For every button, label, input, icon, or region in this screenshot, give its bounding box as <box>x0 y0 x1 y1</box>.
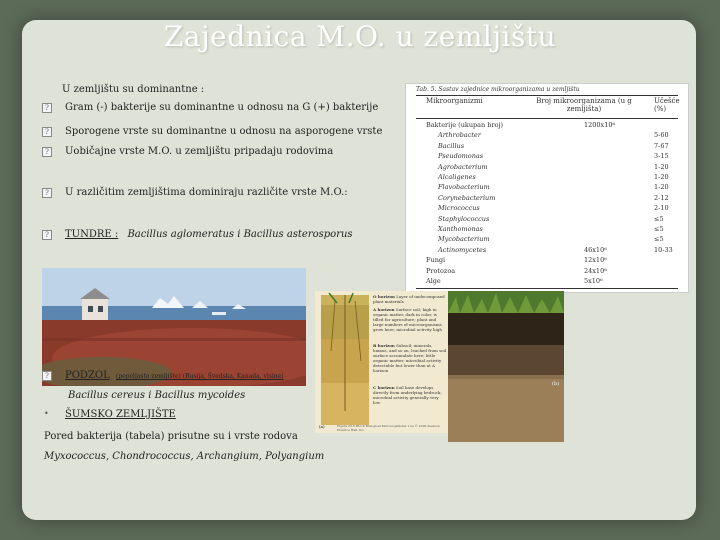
table-cell-count: 24x10⁶ <box>584 266 607 275</box>
bullet-different-soils: U različitim zemljištima dominiraju različite vrste M.O.: <box>65 187 348 198</box>
table-row <box>406 131 688 139</box>
table-row <box>406 277 688 285</box>
table-cell-pct: 2-12 <box>654 193 669 202</box>
soil-layer-c-label: C horizon <box>373 385 395 390</box>
table-row <box>406 194 688 202</box>
table-row <box>406 235 688 243</box>
table-cell-name: Fungi <box>426 256 446 265</box>
podzol-note: (pepeljasto zemljište) (Rusija, Švedska, Kanada, visine) <box>115 373 284 380</box>
table-row <box>406 215 688 223</box>
podzol-line <box>65 370 284 381</box>
bullet-checkbox-icon: ? <box>42 147 52 157</box>
besides-bacteria-text: Pored bakterija (tabela) prisutne su i vrste rodova <box>44 431 298 442</box>
table-header-microorganisms: Mikroorganizmi <box>426 97 483 105</box>
table-cell-name: Staphylococcus <box>438 214 490 223</box>
soil-horizons-figure <box>315 291 449 433</box>
table-cell-pct: ≤5 <box>654 214 664 223</box>
slide-title: Zajednica M.O. u zemljištu <box>163 20 557 53</box>
table-cell-pct: 1-20 <box>654 162 669 171</box>
table-row <box>406 173 688 181</box>
table-cell-name: Micrococcus <box>438 204 480 213</box>
microorganism-table <box>405 83 689 293</box>
table-row <box>406 267 688 275</box>
table-cell-name: Xanthomonas <box>438 225 483 233</box>
table-cell-name: Arthrobacter <box>438 131 481 140</box>
table-cell-pct: 10-33 <box>654 245 673 254</box>
table-cell-name: Mycobacterium <box>438 235 490 244</box>
table-row <box>406 152 688 160</box>
table-cell-pct: 1-20 <box>654 173 669 181</box>
table-cell-count: 12x10⁶ <box>584 256 607 265</box>
soil-layer-a-text: Surface soil; high in organic matter, dark in color, is tilled for agriculture; plant and large numbers of microorganisms grow here; microbial activity high <box>373 307 443 332</box>
bullet-checkbox-icon: ? <box>42 127 52 137</box>
bullet-common-genera: Uobičajne vrste M.O. u zemljištu pripadaju rodovima <box>65 146 334 157</box>
podzol-label: PODZOL <box>65 370 110 381</box>
table-cell-name: Alcaligenes <box>438 173 476 181</box>
bullet-checkbox-icon: ? <box>42 371 52 381</box>
table-cell-count: 1200x10⁶ <box>584 121 616 129</box>
table-row <box>406 142 688 150</box>
table-rule-bottom <box>416 288 678 289</box>
table-cell-name: Corynebacterium <box>438 193 496 202</box>
table-cell-name: Protozoa <box>426 266 456 275</box>
table-cell-pct: ≤5 <box>654 235 664 244</box>
intro-text: U zemljištu su dominantne : <box>62 84 205 95</box>
soil-layer-b-text: Subsoil; minerals, humus, and so on, leached from soil surface accumulate here; little organic matter; microbial activity detectable but lower than at A horizon <box>373 343 447 373</box>
table-cell-name: Bakterije (ukupan broj) <box>426 121 504 129</box>
bullet-checkbox-icon: ? <box>42 103 52 113</box>
table-row <box>406 183 688 191</box>
table-row <box>406 225 688 233</box>
soil-layer-c-text: Soil base develops directly from underlying bedrock; microbial activity generally very low <box>373 385 442 405</box>
table-cell-name: Flavobacterium <box>438 183 490 192</box>
tundra-species: Bacillus aglomeratus i Bacillus asterosporus <box>127 229 353 240</box>
table-cell-pct: 2-10 <box>654 204 669 213</box>
figure-credit: Figure 23.5 Brock Biological Microorganisms 11/e © 2006 Pearson Prentice Hall, Inc. <box>337 424 440 432</box>
tundra-label: TUNDRE : <box>65 229 119 240</box>
podzol-species: Bacillus cereus i Bacillus mycoides <box>68 390 246 401</box>
soil-layer-o-label: O horizon <box>373 294 395 299</box>
bullet-checkbox-icon: ? <box>42 230 52 240</box>
panel-a-label: (a) <box>319 424 325 429</box>
table-cell-count: 5x10⁶ <box>584 277 603 285</box>
bullet-gram-negative: Gram (-) bakterije su dominantne u odnosu na G (+) bakterije <box>65 102 379 113</box>
table-rule-header <box>416 118 678 119</box>
tundra-photo <box>42 268 306 386</box>
soil-layer-b-label: B horizon <box>373 343 395 348</box>
table-caption: Tab. 5. Sastav zajednice mikroorganizama u zemljištu <box>416 86 580 93</box>
bullet-dot-icon: • <box>44 409 49 418</box>
soil-profile-photo <box>448 291 564 442</box>
soil-layer-a-label: A horizon <box>373 307 395 312</box>
table-cell-name: Pseudomonas <box>438 152 484 161</box>
soil-layer-o-text: Layer of undecomposed plant materials <box>373 294 445 304</box>
table-cell-name: Actinomycetes <box>438 245 487 254</box>
table-cell-pct: 3-15 <box>654 152 669 161</box>
table-cell-pct: 7-67 <box>654 141 669 150</box>
soil-layer-labels <box>373 294 447 415</box>
table-cell-name: Agrobacterium <box>438 162 488 171</box>
table-rule-top <box>416 95 678 96</box>
table-cell-pct: 5-60 <box>654 131 669 140</box>
forest-soil-label: ŠUMSKO ZEMLJIŠTE <box>65 409 176 420</box>
table-cell-name: Bacillus <box>438 141 465 150</box>
bullet-sporogenic: Sporogene vrste su dominantne u odnosu na asporogene vrste <box>65 126 383 137</box>
bullet-checkbox-icon: ? <box>42 188 52 198</box>
table-cell-pct: 1-20 <box>654 183 669 192</box>
table-row <box>406 246 688 254</box>
table-cell-count: 46x10⁶ <box>584 245 607 254</box>
table-cell-name: Alge <box>426 277 441 285</box>
panel-b-label: (b) <box>552 381 560 387</box>
table-header-count: Broj mikroorganizama (u g zemljišta) <box>536 97 632 113</box>
table-row <box>406 256 688 264</box>
table-cell-pct: ≤5 <box>654 225 664 233</box>
table-header-share: Učešće (%) <box>654 97 680 113</box>
table-row <box>406 204 688 212</box>
table-row <box>406 121 688 129</box>
tundra-line <box>65 229 353 240</box>
other-genera-text: Myxococcus, Chondrococcus, Archangium, Polyangium <box>44 451 325 462</box>
table-row <box>406 163 688 171</box>
